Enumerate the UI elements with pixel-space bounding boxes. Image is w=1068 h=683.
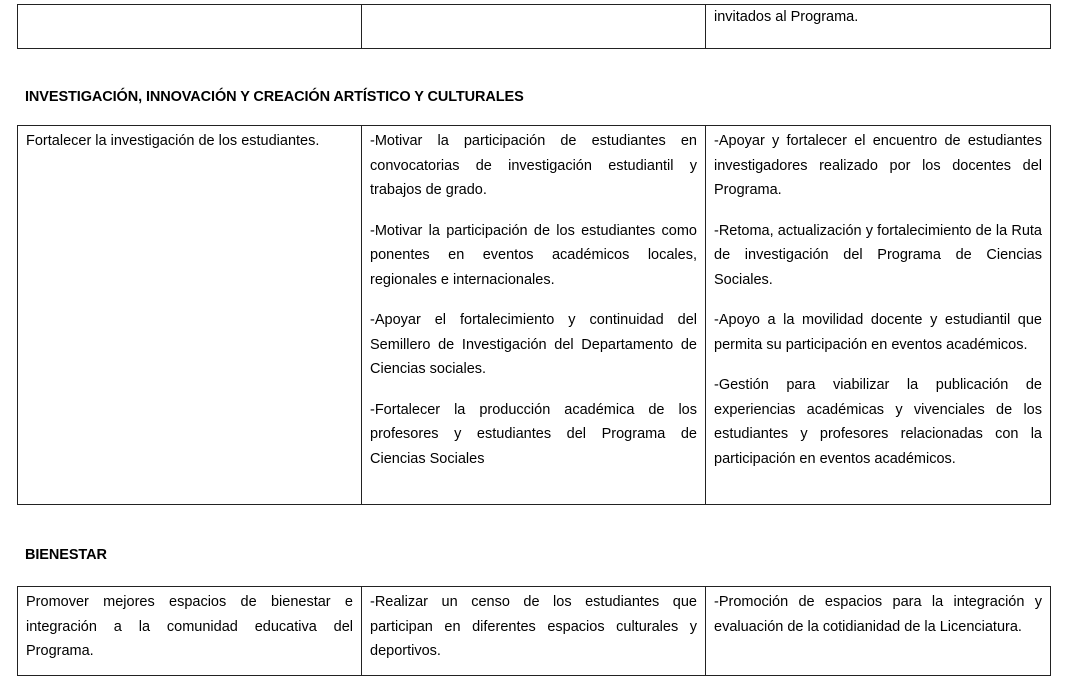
strategy-item: -Motivar la participación de estudiantes en convocatorias de investigación estudiantil y trabajos de grado.: [370, 133, 697, 198]
table-cell-strategy: -Realizar un censo de los estudiantes que participan en diferentes espacios culturales y deportivos.: [362, 587, 706, 676]
table-cell-actions: [706, 126, 1051, 505]
table-row: [18, 126, 1051, 505]
table-row: [18, 5, 1051, 49]
action-item: -Apoyo a la movilidad docente y estudiantil que permita su participación en eventos académicos.: [714, 312, 1042, 353]
table-cell-objective: Fortalecer la investigación de los estudiantes.: [18, 126, 362, 505]
table-cell-objective: Promover mejores espacios de bienestar e integración a la comunidad educativa del Programa.: [18, 587, 362, 676]
action-item: -Retoma, actualización y fortalecimiento de la Ruta de investigación del Programa de Ciencias Sociales.: [714, 222, 1042, 288]
table-cell-strategies: [362, 126, 706, 505]
table-continuation: [17, 4, 1051, 49]
section-heading-bienestar: BIENESTAR: [25, 547, 107, 563]
table-cell-strategy: [362, 5, 706, 49]
table-row: [18, 587, 1051, 676]
section-heading-investigacion: INVESTIGACIÓN, INNOVACIÓN Y CREACIÓN ARTÍSTICO Y CULTURALES: [25, 89, 524, 105]
strategy-item: -Motivar la participación de los estudiantes como ponentes en eventos académicos locales, regionales e internacionales.: [370, 222, 697, 288]
table-cell-action: invitados al Programa.: [706, 5, 1051, 49]
table-cell-action: -Promoción de espacios para la integración y evaluación de la cotidianidad de la Licenciatura.: [706, 587, 1051, 676]
table-cell-objective: [18, 5, 362, 49]
action-item: -Gestión para viabilizar la publicación de experiencias académicas y vivenciales de los estudiantes y profesores relacionadas con la participación en eventos académicos.: [714, 377, 1042, 467]
strategy-item: -Fortalecer la producción académica de los profesores y estudiantes del Programa de Ciencias Sociales: [370, 401, 697, 467]
strategy-item: -Apoyar el fortalecimiento y continuidad del Semillero de Investigación del Departamento de Ciencias sociales.: [370, 312, 697, 377]
table-bienestar: [17, 586, 1051, 676]
table-investigacion: [17, 125, 1051, 505]
action-item: -Apoyar y fortalecer el encuentro de estudiantes investigadores realizado por los docentes del Programa.: [714, 133, 1042, 198]
